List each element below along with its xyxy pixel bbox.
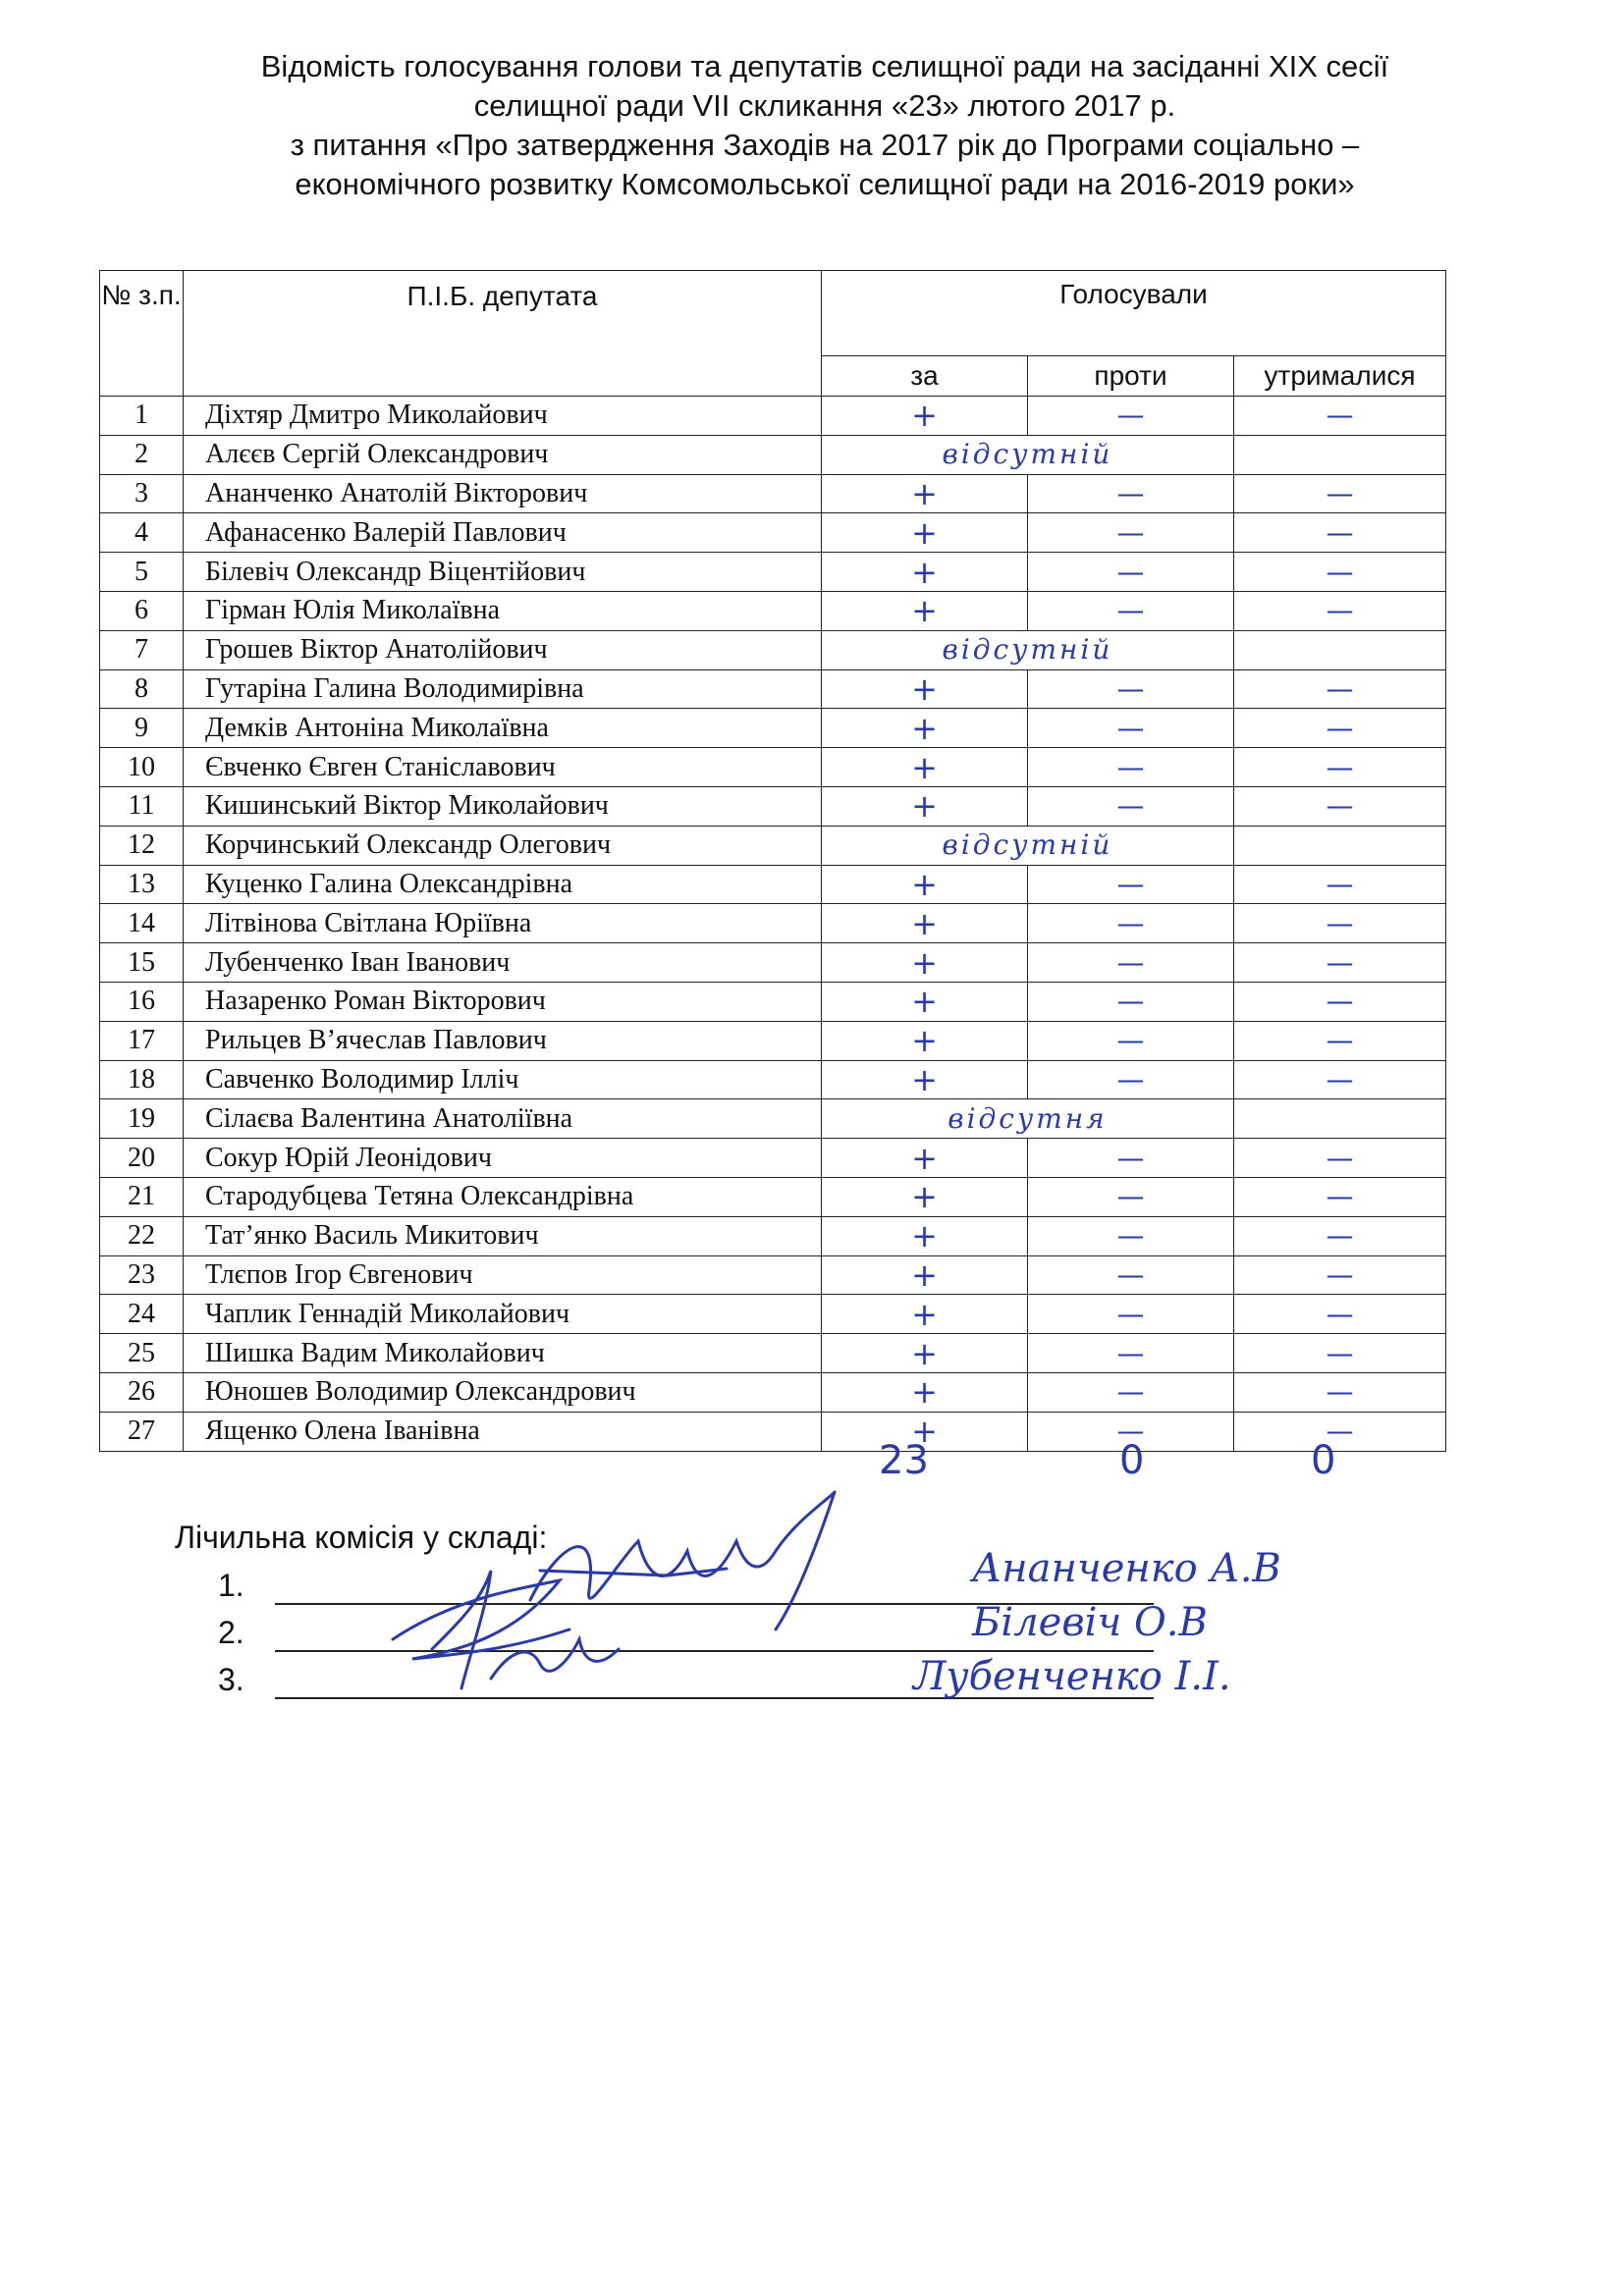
vote-abstained: — (1234, 669, 1446, 709)
vote-abstained: — (1234, 397, 1446, 436)
table-row (100, 591, 1446, 630)
vote-for: + (822, 474, 1028, 513)
vote-for: + (822, 1021, 1028, 1060)
deputy-name: Євченко Євген Станіславович (184, 748, 822, 787)
vote-for: + (822, 865, 1028, 904)
row-number: 17 (100, 1021, 184, 1060)
row-number: 14 (100, 904, 184, 943)
row-number: 18 (100, 1060, 184, 1099)
title-line-3: з питання «Про затвердження Заходів на 2017 рік до Програми соціально – (290, 128, 1360, 162)
vote-for: + (822, 1216, 1028, 1255)
header-number: № з.п. (100, 271, 184, 397)
deputy-name: Ананченко Анатолій Вікторович (184, 474, 822, 513)
deputy-name: Афанасенко Валерій Павлович (184, 513, 822, 553)
vote-abstained: — (1234, 553, 1446, 592)
deputy-name: Куценко Галина Олександрівна (184, 865, 822, 904)
table-row (100, 513, 1446, 553)
row-number: 4 (100, 513, 184, 553)
row-number: 3 (100, 474, 184, 513)
title-line-4: економічного розвитку Комсомольської селищної ради на 2016-2019 роки» (295, 167, 1355, 201)
vote-against: — (1028, 943, 1234, 983)
row-number: 2 (100, 435, 184, 474)
deputy-name: Корчинський Олександр Олегович (184, 826, 822, 865)
vote-for: + (822, 786, 1028, 826)
vote-abstained: — (1234, 513, 1446, 553)
deputy-name: Чаплик Геннадій Миколайович (184, 1295, 822, 1334)
row-number: 10 (100, 748, 184, 787)
deputy-name: Гутаріна Галина Володимирівна (184, 669, 822, 709)
vote-for: + (822, 513, 1028, 553)
table-row (100, 943, 1446, 983)
absent-note: відсутній (822, 630, 1234, 669)
row-number: 20 (100, 1139, 184, 1178)
vote-against: — (1028, 1177, 1234, 1216)
vote-for: + (822, 1412, 1028, 1451)
vote-against: — (1028, 865, 1234, 904)
vote-against: — (1028, 1216, 1234, 1255)
table-row (100, 786, 1446, 826)
row-number: 1 (100, 397, 184, 436)
vote-against: — (1028, 709, 1234, 748)
vote-for: + (822, 1334, 1028, 1373)
header-voted: Голосували (822, 271, 1446, 356)
row-number: 27 (100, 1412, 184, 1451)
absent-note: відсутня (822, 1099, 1234, 1139)
table-header-row (100, 271, 1446, 356)
vote-abstained: — (1234, 474, 1446, 513)
vote-abstained: — (1234, 943, 1446, 983)
vote-for: + (822, 943, 1028, 983)
deputy-name: Шишка Вадим Миколайович (184, 1334, 822, 1373)
vote-abstained: — (1234, 1139, 1446, 1178)
total-for: 23 (879, 1438, 929, 1483)
vote-abstained: — (1234, 904, 1446, 943)
table-row (100, 474, 1446, 513)
vote-abstained: — (1234, 982, 1446, 1021)
vote-against: — (1028, 1255, 1234, 1295)
vote-against: — (1028, 748, 1234, 787)
row-number: 25 (100, 1334, 184, 1373)
table-row (100, 1177, 1446, 1216)
table-row (100, 865, 1446, 904)
table-row (100, 748, 1446, 787)
deputy-name: Савченко Володимир Ілліч (184, 1060, 822, 1099)
title-line-2: селищної ради VII скликання «23» лютого 2017 р. (473, 88, 1176, 123)
deputy-name: Юношев Володимир Олександрович (184, 1372, 822, 1412)
table-row (100, 1372, 1446, 1412)
handwritten-signatures (373, 1482, 982, 1728)
row-number: 6 (100, 591, 184, 630)
row-number: 7 (100, 630, 184, 669)
vote-abstained (1234, 826, 1446, 865)
table-row (100, 982, 1446, 1021)
vote-against: — (1028, 591, 1234, 630)
vote-against: — (1028, 1372, 1234, 1412)
table-row (100, 435, 1446, 474)
row-number: 19 (100, 1099, 184, 1139)
deputy-name: Літвінова Світлана Юріївна (184, 904, 822, 943)
table-row (100, 904, 1446, 943)
table-row (100, 1021, 1446, 1060)
vote-against: — (1028, 1295, 1234, 1334)
deputy-name: Демків Антоніна Миколаївна (184, 709, 822, 748)
vote-abstained: — (1234, 786, 1446, 826)
table-row (100, 1216, 1446, 1255)
row-number: 9 (100, 709, 184, 748)
header-for: за (822, 356, 1028, 397)
commission-label: Лічильна комісія у складі: (175, 1520, 548, 1555)
vote-for: + (822, 904, 1028, 943)
row-number: 22 (100, 1216, 184, 1255)
vote-for: + (822, 709, 1028, 748)
vote-abstained: — (1234, 591, 1446, 630)
vote-abstained: — (1234, 1295, 1446, 1334)
table-row (100, 1060, 1446, 1099)
commission-line-1 (218, 1568, 277, 1604)
commission-name-1: Ананченко А.В (972, 1546, 1281, 1591)
row-number: 26 (100, 1372, 184, 1412)
row-number: 21 (100, 1177, 184, 1216)
vote-for: + (822, 748, 1028, 787)
total-abstained: 0 (1311, 1438, 1336, 1483)
vote-for: + (822, 669, 1028, 709)
deputy-name: Сокур Юрій Леонідович (184, 1139, 822, 1178)
vote-abstained: — (1234, 1372, 1446, 1412)
vote-abstained: — (1234, 1060, 1446, 1099)
vote-for: + (822, 1139, 1028, 1178)
table-row (100, 669, 1446, 709)
vote-for: + (822, 553, 1028, 592)
vote-abstained (1234, 630, 1446, 669)
commission-name-3: Лубенченко І.І. (913, 1654, 1231, 1699)
title-line-1: Відомість голосування голови та депутатів селищної ради на засіданні XIX сесії (260, 49, 1389, 83)
absent-note: відсутній (822, 826, 1234, 865)
table-row (100, 1255, 1446, 1295)
table-row (100, 1139, 1446, 1178)
row-number: 13 (100, 865, 184, 904)
vote-abstained: — (1234, 1255, 1446, 1295)
header-against: проти (1028, 356, 1234, 397)
voting-table (99, 270, 1446, 1452)
vote-against: — (1028, 513, 1234, 553)
deputy-name: Кишинський Віктор Миколайович (184, 786, 822, 826)
commission-num-2: 2. (218, 1615, 244, 1650)
table-row (100, 1099, 1446, 1139)
vote-for: + (822, 1060, 1028, 1099)
row-number: 15 (100, 943, 184, 983)
commission-num-3: 3. (218, 1662, 244, 1697)
table-row (100, 1295, 1446, 1334)
vote-for: + (822, 1255, 1028, 1295)
vote-abstained: — (1234, 709, 1446, 748)
table-row (100, 553, 1446, 592)
header-name: П.І.Б. депутата (184, 271, 822, 397)
table-row (100, 1334, 1446, 1373)
vote-against: — (1028, 904, 1234, 943)
vote-abstained: — (1234, 1216, 1446, 1255)
vote-against: — (1028, 474, 1234, 513)
row-number: 5 (100, 553, 184, 592)
vote-for: + (822, 397, 1028, 436)
vote-against: — (1028, 1060, 1234, 1099)
vote-abstained: — (1234, 1412, 1446, 1451)
deputy-name: Тлєпов Ігор Євгенович (184, 1255, 822, 1295)
vote-against: — (1028, 1412, 1234, 1451)
vote-against: — (1028, 982, 1234, 1021)
absent-note: відсутній (822, 435, 1234, 474)
row-number: 12 (100, 826, 184, 865)
vote-against: — (1028, 1021, 1234, 1060)
commission-line-2 (218, 1615, 277, 1651)
vote-abstained (1234, 1099, 1446, 1139)
deputy-name: Грошев Віктор Анатолійович (184, 630, 822, 669)
table-row (100, 397, 1446, 436)
vote-against: — (1028, 1139, 1234, 1178)
vote-for: + (822, 591, 1028, 630)
table-row (100, 826, 1446, 865)
deputy-name: Назаренко Роман Вікторович (184, 982, 822, 1021)
commission-num-1: 1. (218, 1568, 244, 1603)
row-number: 16 (100, 982, 184, 1021)
vote-abstained: — (1234, 748, 1446, 787)
deputy-name: Ященко Олена Іванівна (184, 1412, 822, 1451)
deputy-name: Діхтяр Дмитро Миколайович (184, 397, 822, 436)
vote-abstained: — (1234, 1334, 1446, 1373)
deputy-name: Алєєв Сергій Олександрович (184, 435, 822, 474)
vote-for: + (822, 982, 1028, 1021)
vote-for: + (822, 1372, 1028, 1412)
vote-for: + (822, 1295, 1028, 1334)
row-number: 11 (100, 786, 184, 826)
row-number: 23 (100, 1255, 184, 1295)
table-row (100, 709, 1446, 748)
vote-against: — (1028, 786, 1234, 826)
row-number: 24 (100, 1295, 184, 1334)
vote-for: + (822, 1177, 1028, 1216)
deputy-name: Тат’янко Василь Микитович (184, 1216, 822, 1255)
vote-abstained: — (1234, 1177, 1446, 1216)
commission-line-3 (218, 1662, 277, 1698)
table-row (100, 630, 1446, 669)
deputy-name: Сілаєва Валентина Анатоліївна (184, 1099, 822, 1139)
total-against: 0 (1119, 1438, 1145, 1483)
commission-name-2: Білевіч О.В (972, 1600, 1208, 1645)
deputy-name: Лубенченко Іван Іванович (184, 943, 822, 983)
vote-against: — (1028, 553, 1234, 592)
deputy-name: Гірман Юлія Миколаївна (184, 591, 822, 630)
header-abstained: утрималися (1234, 356, 1446, 397)
row-number: 8 (100, 669, 184, 709)
document-title (147, 47, 1502, 204)
vote-against: — (1028, 397, 1234, 436)
vote-abstained (1234, 435, 1446, 474)
deputy-name: Білевіч Олександр Віцентійович (184, 553, 822, 592)
deputy-name: Стародубцева Тетяна Олександрівна (184, 1177, 822, 1216)
vote-against: — (1028, 1334, 1234, 1373)
vote-abstained: — (1234, 1021, 1446, 1060)
deputy-name: Рильцев В’ячеслав Павлович (184, 1021, 822, 1060)
vote-against: — (1028, 669, 1234, 709)
vote-abstained: — (1234, 865, 1446, 904)
